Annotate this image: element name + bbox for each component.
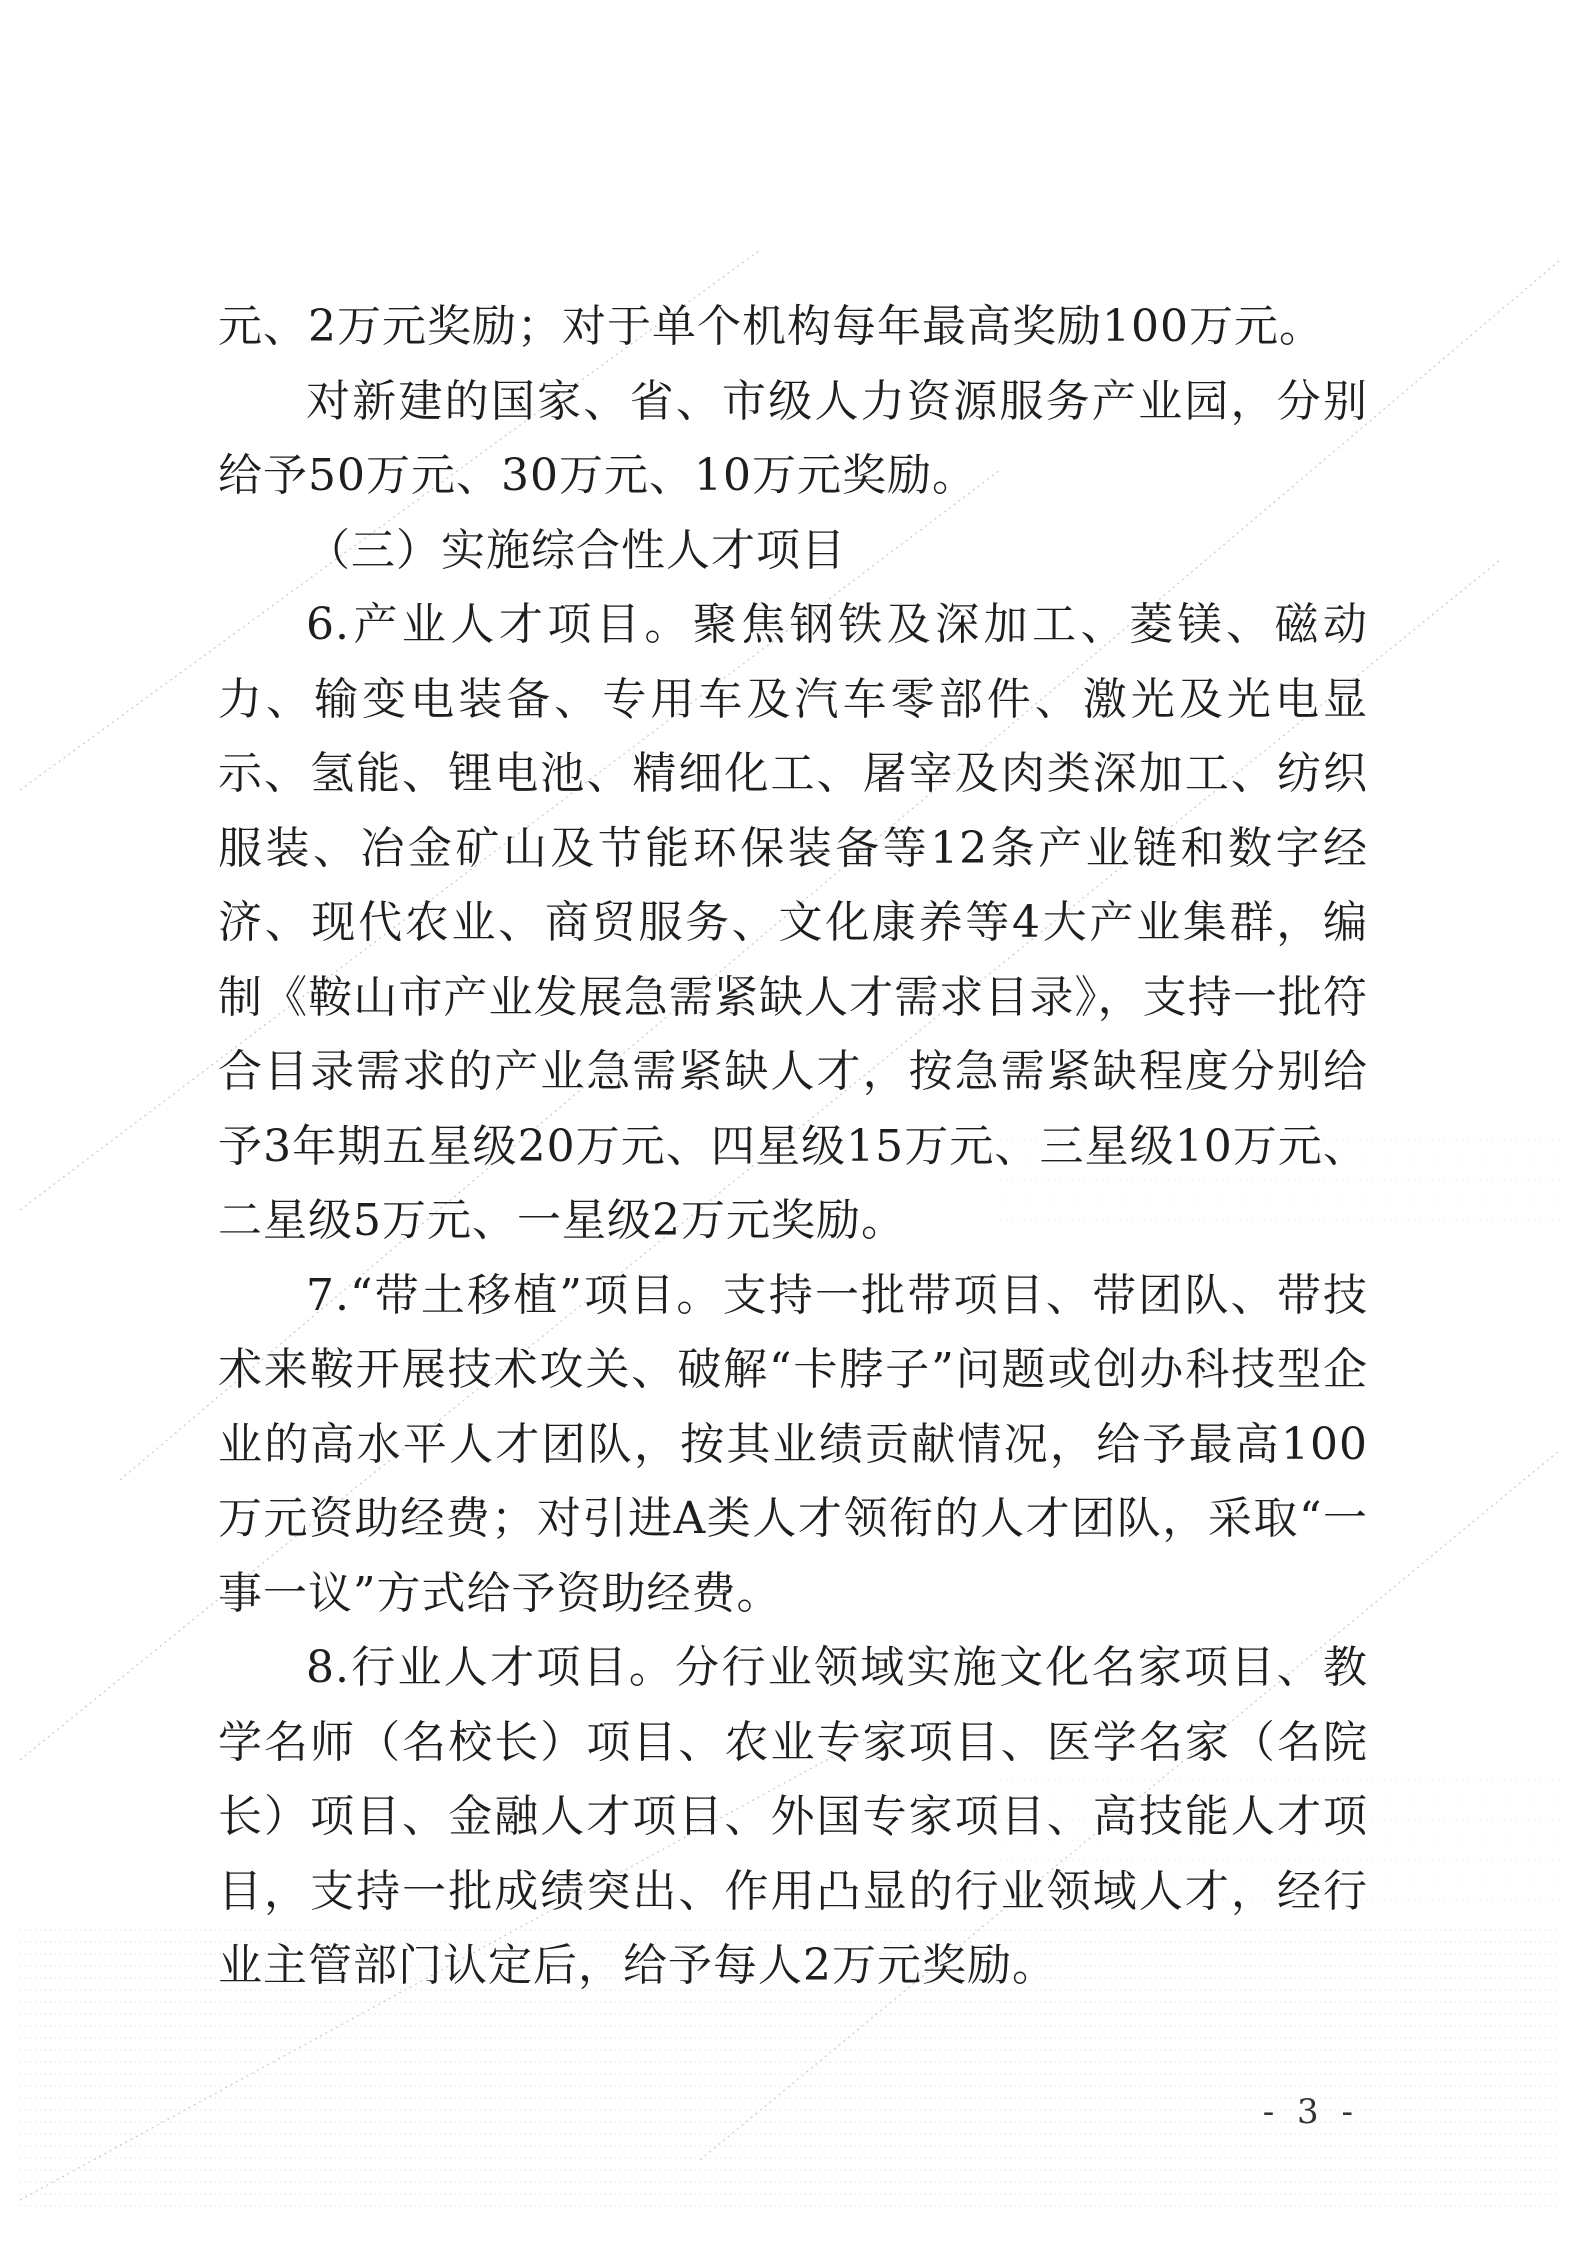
section-heading: （三）实施综合性人才项目 — [306, 524, 846, 576]
paragraph-industry-talent-project: 6.产业人才项目。聚焦钢铁及深加工、菱镁、磁动力、输变电装备、专用车及汽车零部件、激光及光电显示、氢能、锂电池、精细化工、屠宰及肉类深加工、纺织服装、冶金矿山及节能环保装备等12条产业链和数字经济、现代农业、商贸服务、文化康养等4大产业集群，编制《鞍山市产业发展急需紧缺人才需求目录》，支持一批符合目录需求的产业急需紧缺人才，按急需紧缺程度分别给予3年期五星级20万元、四星级15万元、三星级10万元、二星级5万元、一星级2万元奖励。 — [218, 599, 1368, 1246]
paragraph-industrial-park-award: 对新建的国家、省、市级人力资源服务产业园，分别给予50万元、30万元、10万元奖励。 — [218, 375, 1368, 501]
paragraph-continuation: 元、2万元奖励；对于单个机构每年最高奖励100万元。 — [218, 301, 1324, 352]
document-body — [218, 290, 1368, 2004]
page-number: - 3 - — [1262, 2092, 1359, 2132]
paragraph-transplant-project: 7.“带土移植”项目。支持一批带项目、带团队、带技术来鞍开展技术攻关、破解“卡脖子”问题或创办科技型企业的高水平人才团队，按其业绩贡献情况，给予最高100万元资助经费；对引进A类人才领衔的人才团队，采取“一事一议”方式给予资助经费。 — [218, 1269, 1368, 1619]
paragraph-sector-talent-project: 8.行业人才项目。分行业领域实施文化名家项目、教学名师（名校长）项目、农业专家项目、医学名家（名院长）项目、金融人才项目、外国专家项目、高技能人才项目，支持一批成绩突出、作用凸显的行业领域人才，经行业主管部门认定后，给予每人2万元奖励。 — [218, 1642, 1368, 1991]
